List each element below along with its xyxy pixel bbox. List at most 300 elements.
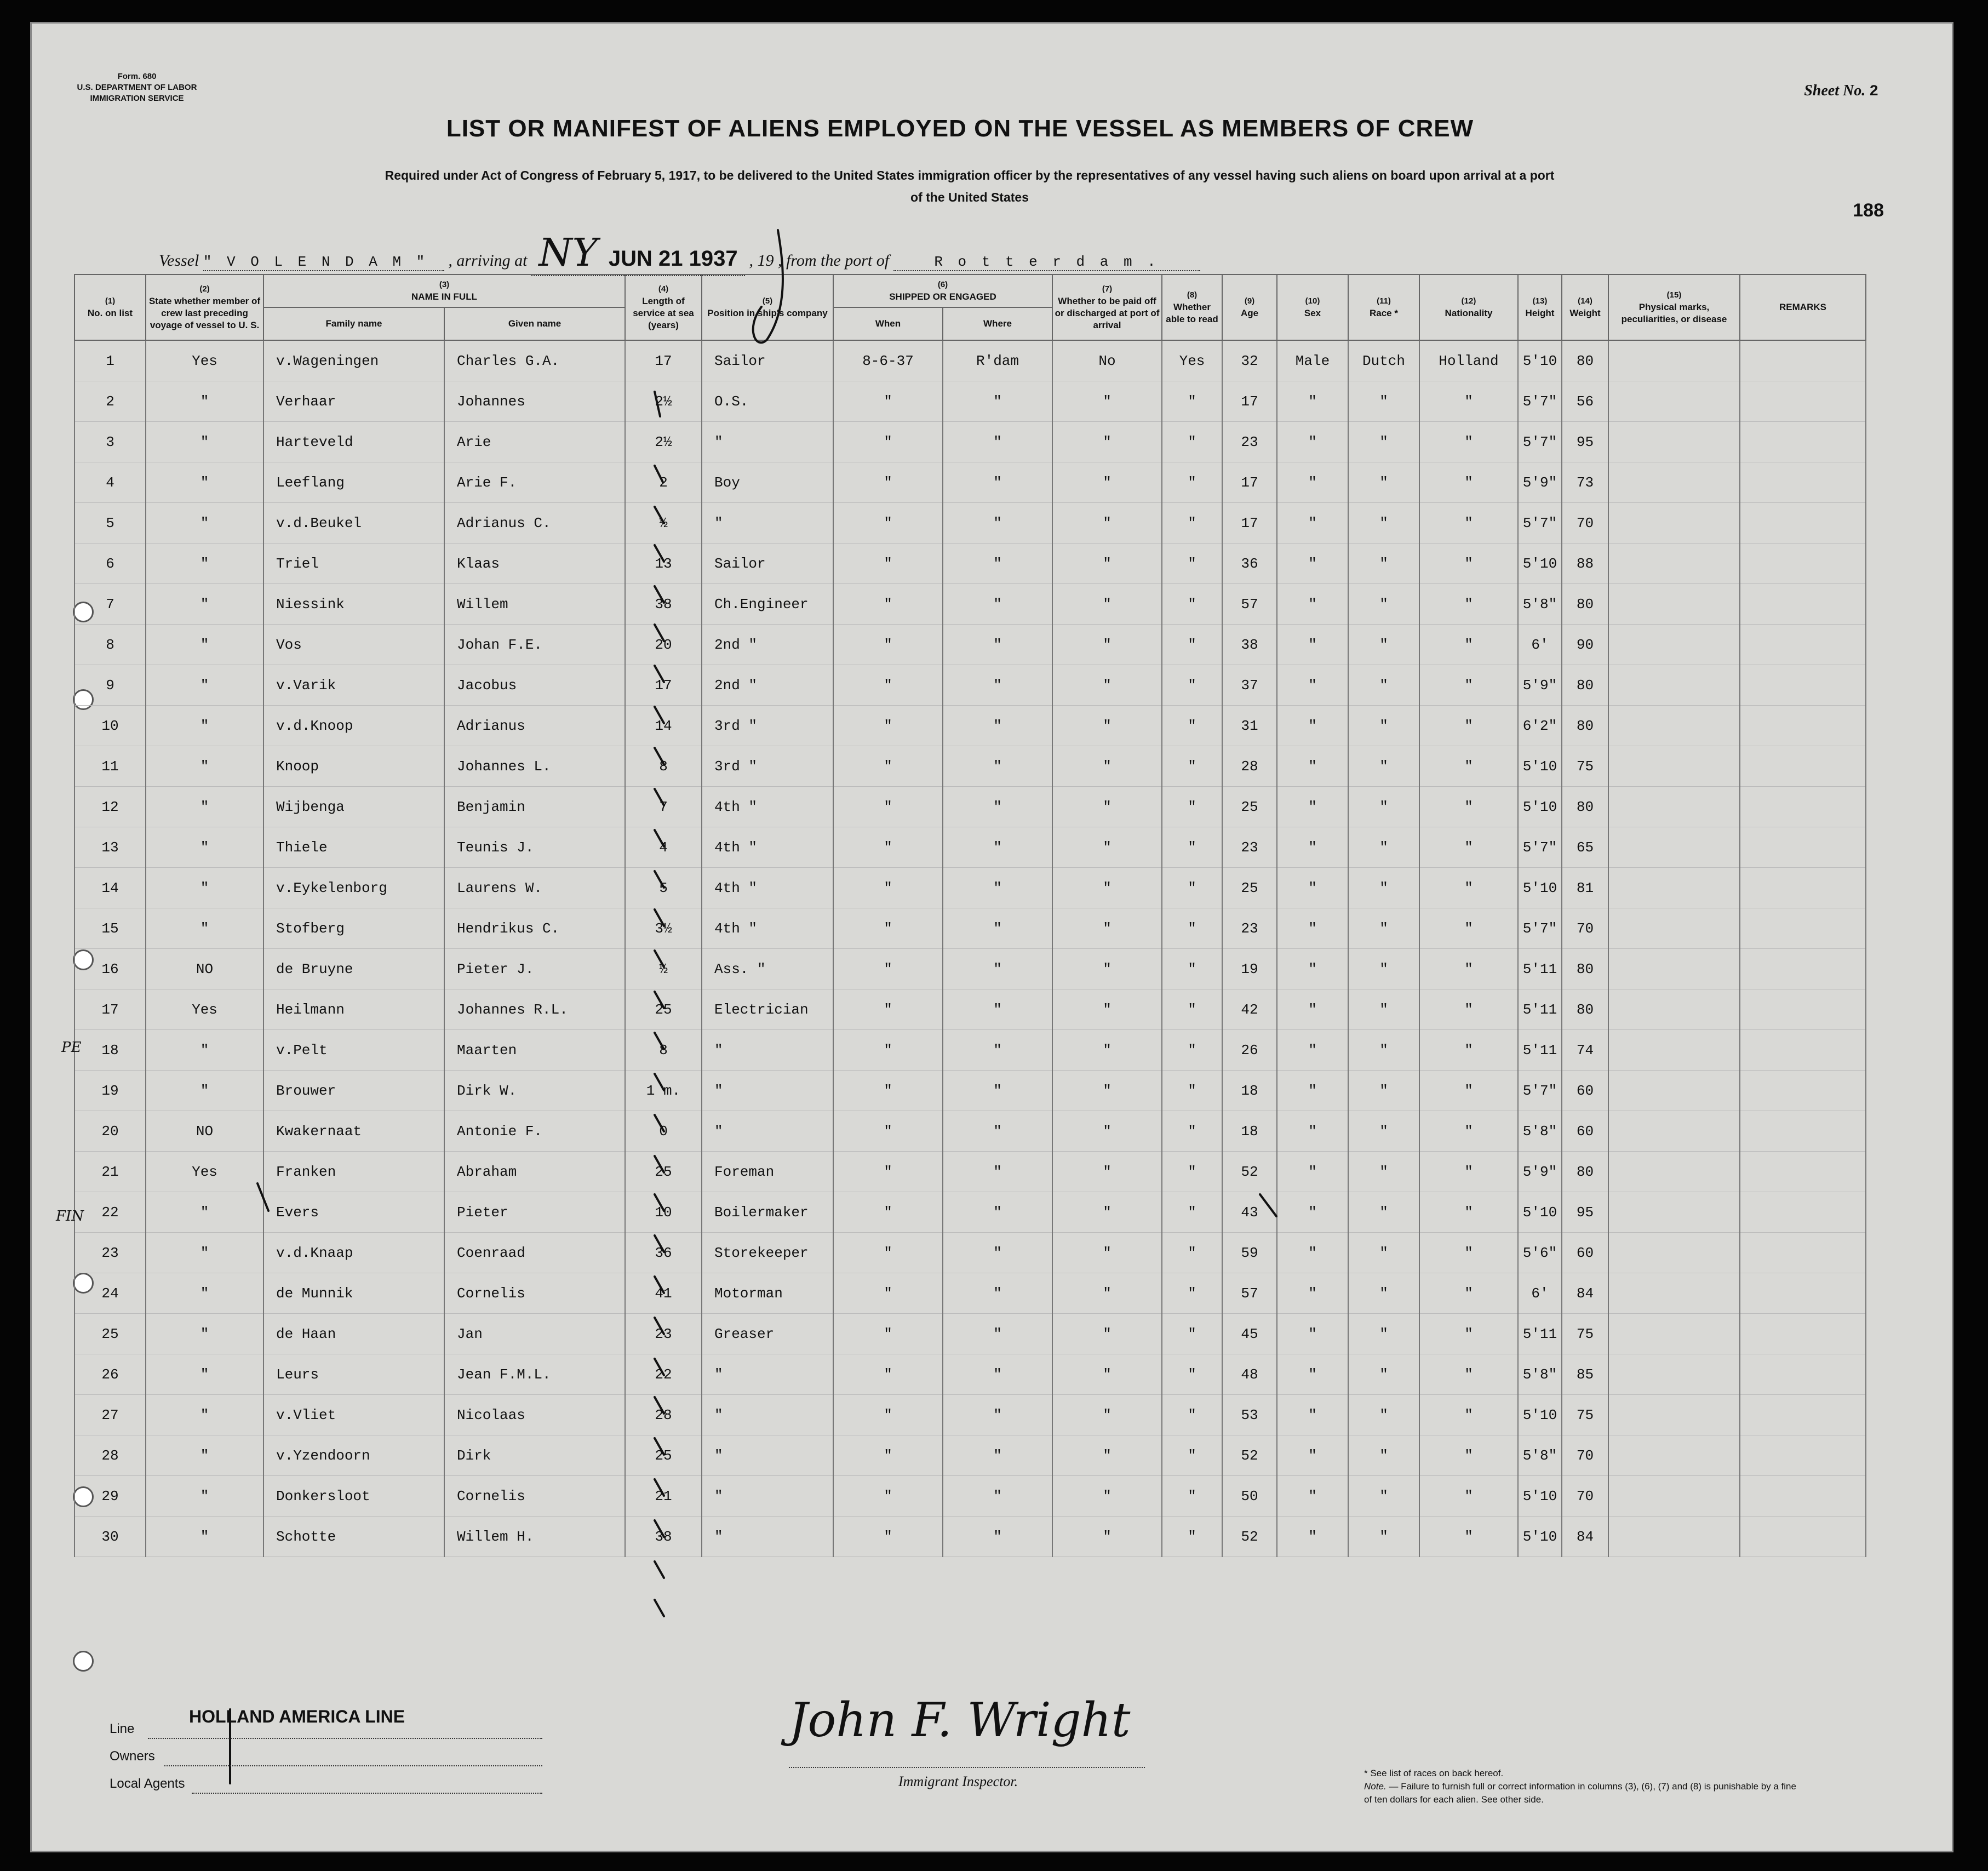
- cell-age: 31: [1222, 706, 1277, 746]
- cell-prev: ": [146, 422, 263, 462]
- cell-no: 20: [75, 1111, 146, 1152]
- cell-weight: 80: [1562, 949, 1608, 989]
- cell-read: ": [1162, 543, 1222, 584]
- inspector-signature: John F. Wright: [789, 1693, 1131, 1748]
- cell-where: ": [943, 746, 1052, 787]
- header-remarks: REMARKS: [1740, 274, 1866, 340]
- cell-family: v.Vliet: [263, 1395, 444, 1435]
- cell-height: 5'11: [1518, 989, 1562, 1030]
- cell-where: ": [943, 462, 1052, 503]
- cell-nationality: ": [1419, 1233, 1518, 1273]
- cell-where: ": [943, 543, 1052, 584]
- cell-read: ": [1162, 422, 1222, 462]
- cell-service: 38: [625, 1517, 702, 1557]
- cell-sex: ": [1277, 1476, 1348, 1517]
- cell-prev: ": [146, 908, 263, 949]
- cell-family: de Haan: [263, 1314, 444, 1354]
- cell-no: 19: [75, 1071, 146, 1111]
- cell-when: ": [833, 584, 943, 625]
- cell-given: Nicolaas: [444, 1395, 625, 1435]
- cell-prev: ": [146, 381, 263, 422]
- cell-paid-off: ": [1052, 989, 1162, 1030]
- cell-when: ": [833, 1030, 943, 1071]
- inspector-label: Immigrant Inspector.: [898, 1773, 1018, 1789]
- cell-position: Storekeeper: [702, 1233, 833, 1273]
- cell-sex: ": [1277, 503, 1348, 543]
- cell-weight: 84: [1562, 1517, 1608, 1557]
- cell-height: 6': [1518, 625, 1562, 665]
- races-note: * See list of races on back hereof.: [1364, 1768, 1504, 1778]
- cell-prev: ": [146, 1435, 263, 1476]
- cell-sex: ": [1277, 1030, 1348, 1071]
- cell-nationality: ": [1419, 949, 1518, 989]
- cell-weight: 70: [1562, 908, 1608, 949]
- cell-where: ": [943, 989, 1052, 1030]
- cell-race: ": [1348, 584, 1419, 625]
- cell-position: ": [702, 1435, 833, 1476]
- cell-where: R'dam: [943, 340, 1052, 381]
- cell-prev: ": [146, 665, 263, 706]
- cell-family: Vos: [263, 625, 444, 665]
- cell-paid-off: ": [1052, 503, 1162, 543]
- cell-when: ": [833, 1152, 943, 1192]
- cell-weight: 75: [1562, 1314, 1608, 1354]
- cell-service: 22: [625, 1354, 702, 1395]
- cell-age: 53: [1222, 1395, 1277, 1435]
- cell-race: ": [1348, 1517, 1419, 1557]
- cell-family: v.d.Beukel: [263, 503, 444, 543]
- cell-position: Boy: [702, 462, 833, 503]
- cell-weight: 84: [1562, 1273, 1608, 1314]
- cell-position: Foreman: [702, 1152, 833, 1192]
- cell-where: ": [943, 1517, 1052, 1557]
- cell-family: Wijbenga: [263, 787, 444, 827]
- cell-nationality: ": [1419, 462, 1518, 503]
- cell-service: 25: [625, 1152, 702, 1192]
- cell-paid-off: ": [1052, 1152, 1162, 1192]
- cell-race: ": [1348, 1395, 1419, 1435]
- arriving-label: , arriving at: [448, 251, 528, 270]
- cell-weight: 81: [1562, 868, 1608, 908]
- cell-sex: ": [1277, 746, 1348, 787]
- cell-paid-off: ": [1052, 949, 1162, 989]
- cell-when: 8-6-37: [833, 340, 943, 381]
- cell-nationality: ": [1419, 706, 1518, 746]
- cell-height: 5'10: [1518, 1476, 1562, 1517]
- form-number: Form. 680: [117, 72, 157, 81]
- cell-service: 14: [625, 706, 702, 746]
- cell-no: 7: [75, 584, 146, 625]
- cell-prev: ": [146, 1354, 263, 1395]
- cell-where: ": [943, 1476, 1052, 1517]
- cell-where: ": [943, 1071, 1052, 1111]
- cell-given: Dirk: [444, 1435, 625, 1476]
- cell-read: ": [1162, 625, 1222, 665]
- cell-age: 17: [1222, 462, 1277, 503]
- cell-prev: ": [146, 625, 263, 665]
- cell-age: 26: [1222, 1030, 1277, 1071]
- cell-race: ": [1348, 746, 1419, 787]
- header-able-to-read: (8) Whether able to read: [1162, 274, 1222, 340]
- cell-nationality: ": [1419, 1314, 1518, 1354]
- cell-service: 0: [625, 1111, 702, 1152]
- date-stamp: JUN 21 1937: [608, 247, 738, 271]
- cell-no: 30: [75, 1517, 146, 1557]
- page-reference-number: 188: [1853, 200, 1884, 221]
- cell-when: ": [833, 1314, 943, 1354]
- cell-nationality: ": [1419, 503, 1518, 543]
- cell-sex: ": [1277, 584, 1348, 625]
- cell-race: ": [1348, 381, 1419, 422]
- header-family-name: Family name: [263, 307, 444, 340]
- cell-service: 1 m.: [625, 1071, 702, 1111]
- cell-paid-off: ": [1052, 868, 1162, 908]
- cell-paid-off: ": [1052, 584, 1162, 625]
- cell-read: ": [1162, 584, 1222, 625]
- cell-when: ": [833, 1273, 943, 1314]
- cell-height: 5'8": [1518, 1354, 1562, 1395]
- cell-no: 23: [75, 1233, 146, 1273]
- cell-height: 5'10: [1518, 1192, 1562, 1233]
- cell-read: ": [1162, 706, 1222, 746]
- cell-given: Cornelis: [444, 1273, 625, 1314]
- cell-sex: ": [1277, 1111, 1348, 1152]
- department-name: U.S. DEPARTMENT OF LABOR: [77, 83, 197, 92]
- cell-when: ": [833, 1395, 943, 1435]
- cell-service: 41: [625, 1273, 702, 1314]
- cell-prev: ": [146, 706, 263, 746]
- cell-given: Benjamin: [444, 787, 625, 827]
- cell-family: Thiele: [263, 827, 444, 868]
- cell-paid-off: ": [1052, 1233, 1162, 1273]
- cell-age: 38: [1222, 625, 1277, 665]
- cell-given: Johannes R.L.: [444, 989, 625, 1030]
- cell-no: 9: [75, 665, 146, 706]
- cell-no: 18: [75, 1030, 146, 1071]
- cell-weight: 90: [1562, 625, 1608, 665]
- cell-height: 5'10: [1518, 746, 1562, 787]
- cell-paid-off: ": [1052, 462, 1162, 503]
- cell-race: ": [1348, 1233, 1419, 1273]
- cell-read: Yes: [1162, 340, 1222, 381]
- cell-position: Sailor: [702, 340, 833, 381]
- cell-given: Willem: [444, 584, 625, 625]
- cell-weight: 75: [1562, 1395, 1608, 1435]
- cell-no: 13: [75, 827, 146, 868]
- cell-no: 21: [75, 1152, 146, 1192]
- cell-where: ": [943, 625, 1052, 665]
- cell-service: 2½: [625, 381, 702, 422]
- cell-when: ": [833, 1192, 943, 1233]
- cell-nationality: ": [1419, 543, 1518, 584]
- cell-height: 6'2": [1518, 706, 1562, 746]
- cell-when: ": [833, 827, 943, 868]
- cell-position: Motorman: [702, 1273, 833, 1314]
- cell-family: v.Eykelenborg: [263, 868, 444, 908]
- cell-service: 25: [625, 989, 702, 1030]
- cell-position: 3rd ": [702, 706, 833, 746]
- cell-position: ": [702, 1476, 833, 1517]
- cell-height: 5'8": [1518, 1435, 1562, 1476]
- cell-age: 19: [1222, 949, 1277, 989]
- cell-sex: ": [1277, 625, 1348, 665]
- cell-prev: Yes: [146, 340, 263, 381]
- cell-paid-off: ": [1052, 746, 1162, 787]
- cell-when: ": [833, 746, 943, 787]
- owners-label: Owners: [110, 1749, 155, 1764]
- cell-race: ": [1348, 1273, 1419, 1314]
- cell-age: 52: [1222, 1435, 1277, 1476]
- cell-sex: ": [1277, 462, 1348, 503]
- cell-given: Laurens W.: [444, 868, 625, 908]
- cell-given: Charles G.A.: [444, 340, 625, 381]
- cell-given: Pieter: [444, 1192, 625, 1233]
- cell-given: Dirk W.: [444, 1071, 625, 1111]
- cell-sex: ": [1277, 827, 1348, 868]
- cell-where: ": [943, 381, 1052, 422]
- cell-no: 26: [75, 1354, 146, 1395]
- cell-paid-off: ": [1052, 1314, 1162, 1354]
- cell-given: Jacobus: [444, 665, 625, 706]
- cell-race: ": [1348, 665, 1419, 706]
- cell-service: 36: [625, 1233, 702, 1273]
- inspector-rule: [789, 1767, 1145, 1768]
- cell-sex: ": [1277, 1233, 1348, 1273]
- subtitle-line-1: Required under Act of Congress of February 5, 1917, to be delivered to the United States immigration officer by the representatives of any vessel having such aliens on board upon arrival at a port: [385, 168, 1555, 182]
- cell-service: 2½: [625, 422, 702, 462]
- cell-when: ": [833, 462, 943, 503]
- cell-weight: 70: [1562, 503, 1608, 543]
- cell-height: 5'11: [1518, 949, 1562, 989]
- cell-weight: 70: [1562, 1435, 1608, 1476]
- cell-race: ": [1348, 1152, 1419, 1192]
- cell-when: ": [833, 1071, 943, 1111]
- cell-when: ": [833, 1233, 943, 1273]
- header-sex: (10) Sex: [1277, 274, 1348, 340]
- cell-when: ": [833, 625, 943, 665]
- cell-paid-off: ": [1052, 1435, 1162, 1476]
- cell-prev: ": [146, 827, 263, 868]
- cell-where: ": [943, 1111, 1052, 1152]
- header-weight: (14) Weight: [1562, 274, 1608, 340]
- cell-sex: ": [1277, 665, 1348, 706]
- cell-when: ": [833, 868, 943, 908]
- cell-paid-off: ": [1052, 787, 1162, 827]
- arrival-ink-stroke: [753, 230, 783, 342]
- cell-position: ": [702, 1071, 833, 1111]
- cell-nationality: ": [1419, 422, 1518, 462]
- cell-position: ": [702, 1517, 833, 1557]
- header-previous-voyage: (2) State whether member of crew last preceding voyage of vessel to U. S.: [146, 274, 263, 340]
- cell-sex: ": [1277, 787, 1348, 827]
- cell-given: Johannes: [444, 381, 625, 422]
- header-where: Where: [943, 307, 1052, 340]
- cell-weight: 80: [1562, 1152, 1608, 1192]
- cell-when: ": [833, 1435, 943, 1476]
- cell-weight: 80: [1562, 989, 1608, 1030]
- cell-position: 4th ": [702, 908, 833, 949]
- cell-no: 22: [75, 1192, 146, 1233]
- cell-family: v.Wageningen: [263, 340, 444, 381]
- cell-age: 18: [1222, 1071, 1277, 1111]
- cell-when: ": [833, 543, 943, 584]
- cell-nationality: ": [1419, 1476, 1518, 1517]
- cell-no: 5: [75, 503, 146, 543]
- cell-age: 23: [1222, 908, 1277, 949]
- cell-given: Abraham: [444, 1152, 625, 1192]
- cell-age: 18: [1222, 1111, 1277, 1152]
- page-title: LIST OR MANIFEST OF ALIENS EMPLOYED ON THE VESSEL AS MEMBERS OF CREW: [446, 115, 1474, 142]
- cell-weight: 85: [1562, 1354, 1608, 1395]
- cell-no: 28: [75, 1435, 146, 1476]
- cell-age: 43: [1222, 1192, 1277, 1233]
- cell-no: 1: [75, 340, 146, 381]
- cell-read: ": [1162, 503, 1222, 543]
- cell-family: Leurs: [263, 1354, 444, 1395]
- cell-paid-off: ": [1052, 422, 1162, 462]
- cell-no: 2: [75, 381, 146, 422]
- cell-where: ": [943, 1192, 1052, 1233]
- cell-prev: ": [146, 1030, 263, 1071]
- cell-sex: ": [1277, 1517, 1348, 1557]
- cell-when: ": [833, 908, 943, 949]
- cell-where: ": [943, 868, 1052, 908]
- cell-height: 5'10: [1518, 1517, 1562, 1557]
- arrival-port-handwritten: NY: [538, 230, 598, 275]
- cell-read: ": [1162, 462, 1222, 503]
- cell-race: ": [1348, 462, 1419, 503]
- cell-where: ": [943, 949, 1052, 989]
- cell-race: ": [1348, 625, 1419, 665]
- cell-position: Greaser: [702, 1314, 833, 1354]
- cell-service: 25: [625, 1435, 702, 1476]
- cell-nationality: ": [1419, 827, 1518, 868]
- cell-where: ": [943, 1152, 1052, 1192]
- cell-given: Arie F.: [444, 462, 625, 503]
- cell-age: 52: [1222, 1152, 1277, 1192]
- cell-sex: ": [1277, 1192, 1348, 1233]
- cell-service: 2: [625, 462, 702, 503]
- cell-age: 50: [1222, 1476, 1277, 1517]
- cell-read: ": [1162, 1192, 1222, 1233]
- cell-family: Niessink: [263, 584, 444, 625]
- cell-weight: 80: [1562, 340, 1608, 381]
- cell-prev: ": [146, 1233, 263, 1273]
- cell-sex: ": [1277, 868, 1348, 908]
- cell-family: Donkersloot: [263, 1476, 444, 1517]
- cell-weight: 60: [1562, 1233, 1608, 1273]
- cell-age: 32: [1222, 340, 1277, 381]
- cell-prev: ": [146, 1314, 263, 1354]
- cell-nationality: ": [1419, 787, 1518, 827]
- header-nationality: (12) Nationality: [1419, 274, 1518, 340]
- cell-read: ": [1162, 381, 1222, 422]
- cell-race: ": [1348, 787, 1419, 827]
- cell-nationality: ": [1419, 1071, 1518, 1111]
- cell-race: Dutch: [1348, 340, 1419, 381]
- cell-height: 5'7": [1518, 1071, 1562, 1111]
- cell-height: 6': [1518, 1273, 1562, 1314]
- cell-age: 17: [1222, 503, 1277, 543]
- cell-prev: NO: [146, 1111, 263, 1152]
- cell-paid-off: ": [1052, 706, 1162, 746]
- cell-age: 59: [1222, 1233, 1277, 1273]
- cell-no: 11: [75, 746, 146, 787]
- cell-nationality: Holland: [1419, 340, 1518, 381]
- cell-family: Triel: [263, 543, 444, 584]
- cell-position: Boilermaker: [702, 1192, 833, 1233]
- cell-height: 5'7": [1518, 503, 1562, 543]
- cell-age: 23: [1222, 422, 1277, 462]
- cell-given: Jean F.M.L.: [444, 1354, 625, 1395]
- cell-race: ": [1348, 868, 1419, 908]
- cell-race: ": [1348, 827, 1419, 868]
- note-prefix: Note.: [1364, 1781, 1387, 1792]
- cell-position: Ass. ": [702, 949, 833, 989]
- cell-prev: ": [146, 1476, 263, 1517]
- cell-nationality: ": [1419, 625, 1518, 665]
- cell-when: ": [833, 422, 943, 462]
- cell-given: Jan: [444, 1314, 625, 1354]
- cell-sex: ": [1277, 989, 1348, 1030]
- header-physical-marks: (15) Physical marks, peculiarities, or disease: [1608, 274, 1740, 340]
- cell-when: ": [833, 989, 943, 1030]
- cell-service: 17: [625, 665, 702, 706]
- cell-height: 5'9": [1518, 665, 1562, 706]
- cell-prev: ": [146, 503, 263, 543]
- cell-nationality: ": [1419, 908, 1518, 949]
- cell-service: 21: [625, 1476, 702, 1517]
- cell-sex: ": [1277, 1435, 1348, 1476]
- cell-paid-off: ": [1052, 908, 1162, 949]
- cell-read: ": [1162, 1111, 1222, 1152]
- cell-position: 4th ": [702, 868, 833, 908]
- cell-age: 36: [1222, 543, 1277, 584]
- cell-paid-off: ": [1052, 665, 1162, 706]
- cell-given: Willem H.: [444, 1517, 625, 1557]
- cell-race: ": [1348, 706, 1419, 746]
- cell-read: ": [1162, 908, 1222, 949]
- cell-paid-off: ": [1052, 381, 1162, 422]
- cell-given: Coenraad: [444, 1233, 625, 1273]
- cell-race: ": [1348, 1314, 1419, 1354]
- cell-when: ": [833, 1517, 943, 1557]
- cell-weight: 60: [1562, 1071, 1608, 1111]
- cell-family: Brouwer: [263, 1071, 444, 1111]
- cell-height: 5'7": [1518, 908, 1562, 949]
- cell-race: ": [1348, 1435, 1419, 1476]
- cell-sex: ": [1277, 1395, 1348, 1435]
- cell-height: 5'6": [1518, 1233, 1562, 1273]
- cell-given: Maarten: [444, 1030, 625, 1071]
- cell-family: de Munnik: [263, 1273, 444, 1314]
- cell-height: 5'9": [1518, 462, 1562, 503]
- cell-prev: ": [146, 868, 263, 908]
- cell-prev: ": [146, 1071, 263, 1111]
- cell-weight: 70: [1562, 1476, 1608, 1517]
- cell-no: 27: [75, 1395, 146, 1435]
- cell-read: ": [1162, 1030, 1222, 1071]
- cell-read: ": [1162, 1071, 1222, 1111]
- cell-sex: ": [1277, 422, 1348, 462]
- cell-paid-off: ": [1052, 1354, 1162, 1395]
- cell-read: ": [1162, 868, 1222, 908]
- cell-age: 57: [1222, 584, 1277, 625]
- service-name: IMMIGRATION SERVICE: [90, 94, 184, 103]
- cell-read: ": [1162, 827, 1222, 868]
- cell-where: ": [943, 1354, 1052, 1395]
- cell-paid-off: ": [1052, 1273, 1162, 1314]
